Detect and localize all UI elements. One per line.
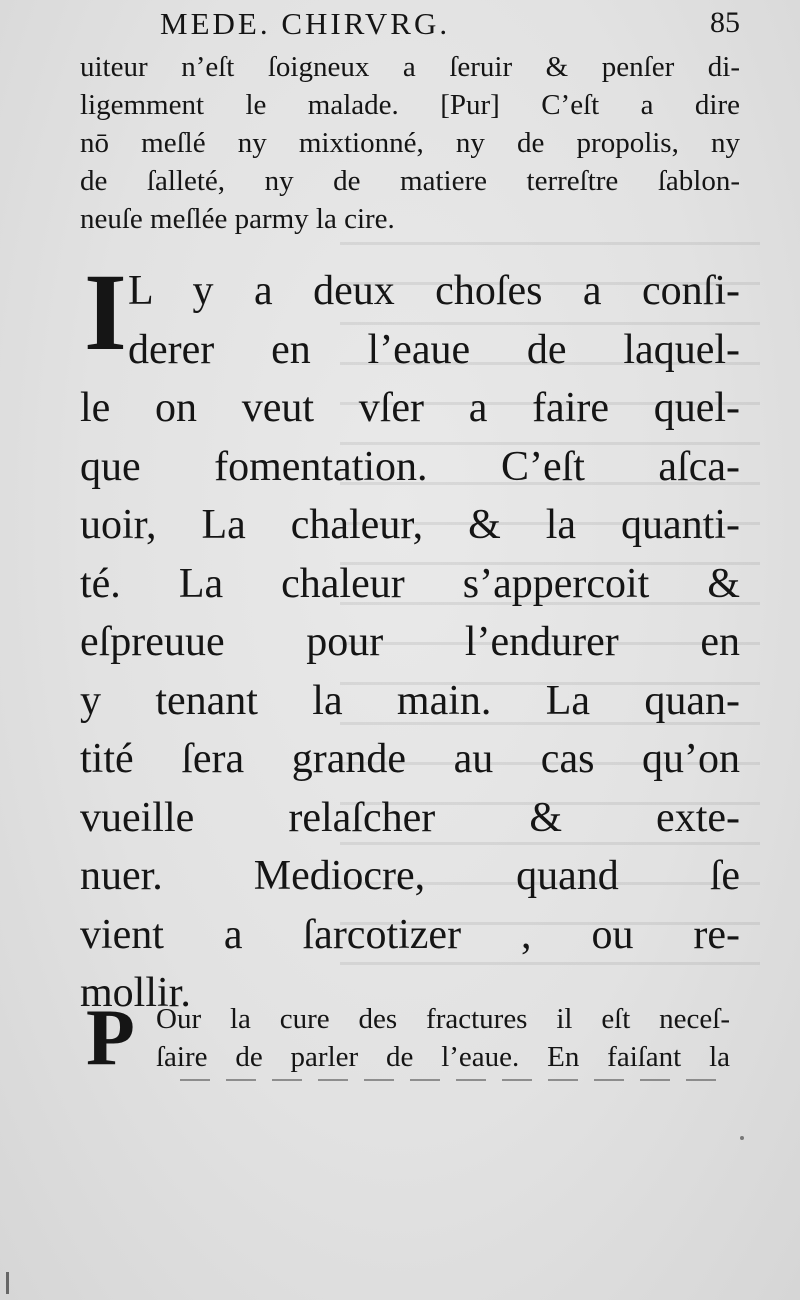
main-line: vient a ſarcotizer , ou re- [80, 911, 740, 958]
commentary-line: uiteur n’eſt ſoigneux a ſeruir & penſer di- [80, 51, 740, 83]
paper-speck [740, 1136, 744, 1140]
commentary-line: ligemment le malade. [Pur] C’eſt a dire [80, 89, 740, 121]
main-line: eſpreuue pour l’endurer en [80, 619, 740, 665]
main-line: mollir. [80, 970, 191, 1016]
drop-capital: I [84, 251, 127, 373]
next-line: Our la cure des fractures il eſt neceſ- [156, 1003, 730, 1035]
main-line: té. La chaleur s’appercoit & [80, 560, 740, 607]
commentary-paragraph [80, 48, 740, 238]
page-edge-mark [6, 1272, 9, 1294]
next-line: ſaire de parler de l’eaue. En faiſant la [156, 1041, 730, 1073]
commentary-line: de ſalleté, ny de matiere terreſtre ſablon- [80, 165, 740, 197]
main-line: derer en l’eaue de laquel- [128, 326, 740, 373]
drop-capital: P [86, 994, 135, 1082]
main-line: nuer. Mediocre, quand ſe [80, 853, 740, 899]
commentary-line: nō meſlé ny mixtionné, ny de propolis, ny [80, 127, 740, 159]
cut-off-line [180, 1079, 720, 1081]
main-line: y tenant la main. La quan- [80, 677, 740, 724]
page-header [160, 6, 740, 46]
main-paragraph [80, 251, 740, 1023]
page-number: 85 [710, 6, 740, 39]
main-line: que fomentation. C’eſt aſca- [80, 443, 740, 490]
main-line: vueille relaſcher & exte- [80, 794, 740, 841]
next-paragraph [80, 994, 730, 1082]
main-line: uoir, La chaleur, & la quanti- [80, 502, 740, 548]
commentary-line: neuſe meſlée parmy la cire. [80, 203, 395, 235]
main-line: L y a deux choſes a conſi- [128, 268, 740, 314]
main-line: le on veut vſer a faire quel- [80, 385, 740, 431]
running-head: MEDE. CHIRVRG. [160, 6, 451, 41]
main-line: tité ſera grande au cas qu’on [80, 736, 740, 782]
